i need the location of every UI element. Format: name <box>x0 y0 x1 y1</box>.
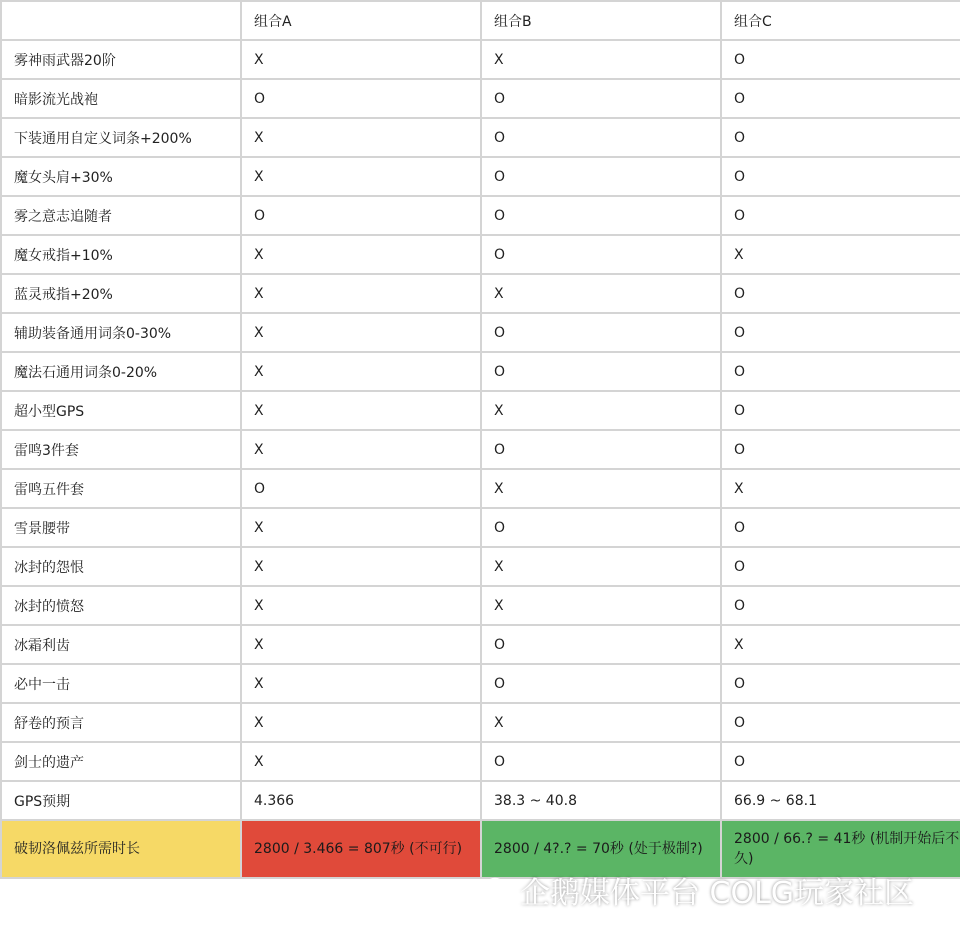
row-label: 冰霜利齿 <box>1 625 241 664</box>
row-label: 剑士的遗产 <box>1 742 241 781</box>
group-a-cell: X <box>241 391 481 430</box>
table-row <box>1 196 960 235</box>
table-row <box>1 742 960 781</box>
table-row <box>1 118 960 157</box>
group-b-cell: O <box>481 118 721 157</box>
group-c-cell: 66.9 ~ 68.1 <box>721 781 960 820</box>
group-a-cell: X <box>241 40 481 79</box>
row-label: 冰封的愤怒 <box>1 586 241 625</box>
group-b-cell: X <box>481 703 721 742</box>
row-label: 魔法石通用词条0-20% <box>1 352 241 391</box>
group-a-cell: X <box>241 586 481 625</box>
duration-group-a: 2800 / 3.466 = 807秒 (不可行) <box>241 820 481 878</box>
table-row <box>1 664 960 703</box>
group-b-cell: O <box>481 313 721 352</box>
row-label: 雾神雨武器20阶 <box>1 40 241 79</box>
table-row <box>1 781 960 820</box>
group-a-cell: 4.366 <box>241 781 481 820</box>
group-b-cell: X <box>481 586 721 625</box>
row-label: 必中一击 <box>1 664 241 703</box>
row-label: 超小型GPS <box>1 391 241 430</box>
group-a-cell: X <box>241 508 481 547</box>
header-cell-group-c: 组合C <box>721 1 960 40</box>
group-c-cell: O <box>721 40 960 79</box>
row-label: 冰封的怨恨 <box>1 547 241 586</box>
group-a-cell: X <box>241 742 481 781</box>
group-b-cell: O <box>481 352 721 391</box>
group-b-cell: O <box>481 664 721 703</box>
group-b-cell: O <box>481 508 721 547</box>
duration-label: 破韧洛佩兹所需时长 <box>1 820 241 878</box>
header-cell-group-a: 组合A <box>241 1 481 40</box>
row-label: 雪景腰带 <box>1 508 241 547</box>
group-c-cell: O <box>721 352 960 391</box>
group-c-cell: O <box>721 547 960 586</box>
group-a-cell: X <box>241 703 481 742</box>
group-b-cell: O <box>481 625 721 664</box>
group-a-cell: X <box>241 547 481 586</box>
group-b-cell: O <box>481 742 721 781</box>
group-c-cell: O <box>721 79 960 118</box>
duration-row <box>1 820 960 878</box>
group-a-cell: X <box>241 430 481 469</box>
group-c-cell: O <box>721 664 960 703</box>
table-body <box>1 1 960 878</box>
group-a-cell: X <box>241 664 481 703</box>
duration-group-b: 2800 / 4?.? = 70秒 (处于极制?) <box>481 820 721 878</box>
group-a-cell: O <box>241 79 481 118</box>
group-a-cell: X <box>241 352 481 391</box>
row-label: 辅助装备通用词条0-30% <box>1 313 241 352</box>
table-row <box>1 469 960 508</box>
group-b-cell: O <box>481 235 721 274</box>
group-b-cell: X <box>481 274 721 313</box>
table-row <box>1 430 960 469</box>
group-a-cell: O <box>241 196 481 235</box>
group-c-cell: O <box>721 586 960 625</box>
table-row <box>1 352 960 391</box>
table-row <box>1 235 960 274</box>
table-row <box>1 547 960 586</box>
group-c-cell: X <box>721 235 960 274</box>
row-label: 暗影流光战袍 <box>1 79 241 118</box>
row-label: 下装通用自定义词条+200% <box>1 118 241 157</box>
table-row <box>1 40 960 79</box>
group-b-cell: X <box>481 40 721 79</box>
header-cell-group-b: 组合B <box>481 1 721 40</box>
table-row <box>1 391 960 430</box>
group-c-cell: O <box>721 157 960 196</box>
watermark-text: 企鹅媒体平台 COLG玩家社区 <box>520 876 915 911</box>
row-label: 魔女戒指+10% <box>1 235 241 274</box>
group-c-cell: O <box>721 274 960 313</box>
group-b-cell: X <box>481 469 721 508</box>
table-row <box>1 157 960 196</box>
group-c-cell: O <box>721 196 960 235</box>
group-c-cell: O <box>721 703 960 742</box>
group-c-cell: O <box>721 430 960 469</box>
group-c-cell: O <box>721 391 960 430</box>
group-c-cell: O <box>721 742 960 781</box>
group-b-cell: O <box>481 79 721 118</box>
table-row <box>1 274 960 313</box>
duration-group-c: 2800 / 66.? = 41秒 (机制开始后不久) <box>721 820 960 878</box>
group-b-cell: O <box>481 430 721 469</box>
table-row <box>1 79 960 118</box>
group-b-cell: 38.3 ~ 40.8 <box>481 781 721 820</box>
row-label: 魔女头肩+30% <box>1 157 241 196</box>
row-label: 雷鸣五件套 <box>1 469 241 508</box>
group-a-cell: X <box>241 274 481 313</box>
group-b-cell: X <box>481 547 721 586</box>
group-b-cell: O <box>481 157 721 196</box>
group-c-cell: O <box>721 313 960 352</box>
row-label: GPS预期 <box>1 781 241 820</box>
table-row <box>1 703 960 742</box>
table-row <box>1 508 960 547</box>
row-label: 雷鸣3件套 <box>1 430 241 469</box>
group-a-cell: X <box>241 235 481 274</box>
group-c-cell: X <box>721 469 960 508</box>
table-header-row <box>1 1 960 40</box>
group-a-cell: X <box>241 313 481 352</box>
table-row <box>1 313 960 352</box>
group-c-cell: O <box>721 118 960 157</box>
group-a-cell: X <box>241 157 481 196</box>
group-c-cell: X <box>721 625 960 664</box>
row-label: 舒卷的预言 <box>1 703 241 742</box>
row-label: 雾之意志追随者 <box>1 196 241 235</box>
group-c-cell: O <box>721 508 960 547</box>
group-a-cell: O <box>241 469 481 508</box>
row-label: 蓝灵戒指+20% <box>1 274 241 313</box>
group-b-cell: O <box>481 196 721 235</box>
group-a-cell: X <box>241 625 481 664</box>
table-row <box>1 625 960 664</box>
group-a-cell: X <box>241 118 481 157</box>
group-b-cell: X <box>481 391 721 430</box>
header-cell-empty <box>1 1 241 40</box>
table-row <box>1 586 960 625</box>
